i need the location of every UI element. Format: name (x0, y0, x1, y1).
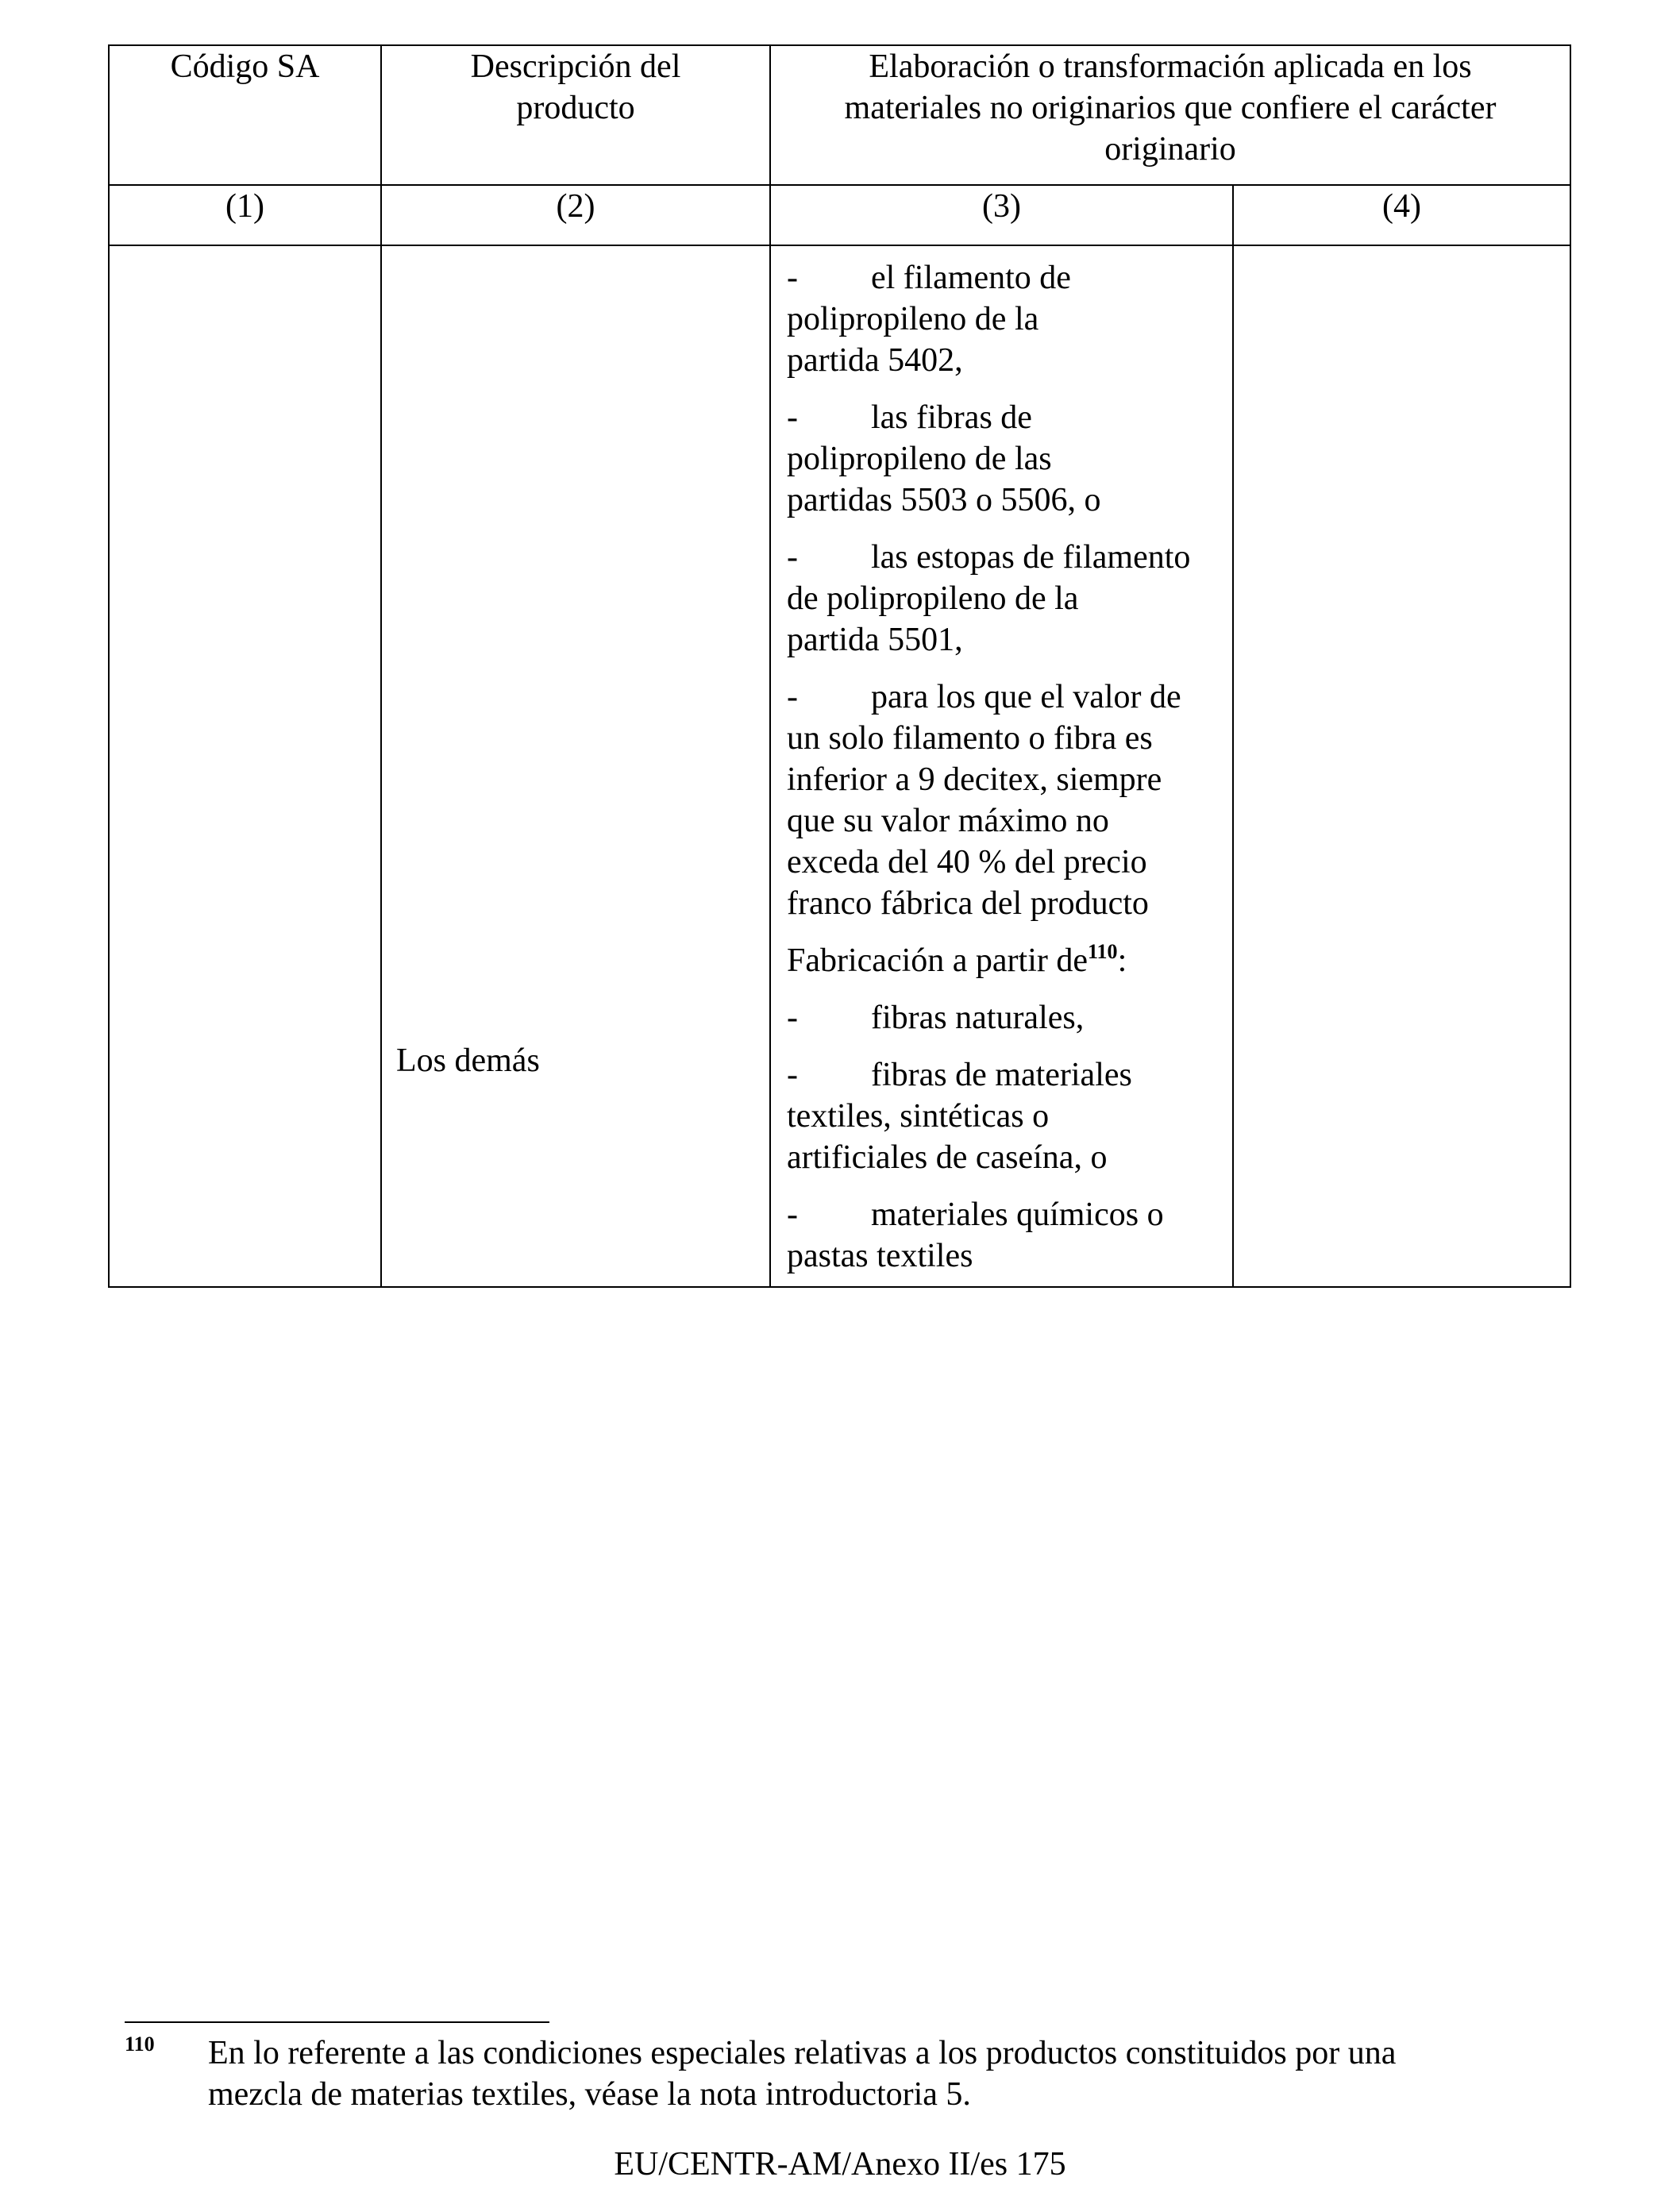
page-identifier: EU/CENTR-AM/Anexo II/es 175 (614, 2146, 1066, 2183)
list-item-line: textiles, sintéticas o (787, 1098, 1050, 1135)
header-col3-line: originario (1104, 131, 1236, 168)
footnote-text (208, 2033, 1554, 2115)
footnote-line: mezcla de materias textiles, véase la nota introductoria 5. (208, 2076, 971, 2113)
list-item-line: fibras naturales, (871, 1000, 1085, 1036)
column-number-4: (4) (1233, 185, 1570, 245)
list-item-line: un solo filamento o fibra es (787, 720, 1153, 757)
header-hs-code: Código SA (109, 45, 381, 185)
list-item-line: para los que el valor de (871, 679, 1181, 715)
list-item-line: pastas textiles (787, 1238, 973, 1274)
column-number-row (109, 185, 1570, 245)
dash-marker: - (787, 679, 798, 715)
cell-processing (770, 245, 1233, 1287)
list-item-line: fibras de materiales (871, 1057, 1132, 1093)
list-item (787, 676, 1218, 924)
fabrication-intro: Fabricación a partir de$^{110}$: (787, 940, 1127, 979)
dash-marker: - (787, 260, 798, 296)
list-item-line: las fibras de (871, 399, 1032, 436)
list-item-line: que su valor máximo no (787, 803, 1109, 839)
table-row (109, 245, 1570, 1287)
rules-of-origin-table (108, 44, 1571, 1288)
list-item-line: polipropileno de la (787, 301, 1039, 337)
cell-column-4 (1233, 245, 1570, 1287)
footnote-line: En lo referente a las condiciones especiales relativas a los productos constituidos por una (208, 2035, 1397, 2071)
list-item-line: materiales químicos o (871, 1196, 1164, 1233)
header-working-processing (770, 45, 1570, 185)
dash-marker: - (787, 539, 798, 576)
list-item-line: de polipropileno de la (787, 580, 1079, 617)
list-item-line: partida 5402, (787, 342, 963, 379)
column-number-1: (1) (109, 185, 381, 245)
header-col2-line: producto (516, 90, 635, 126)
cell-hs-code (109, 245, 381, 1287)
list-item-line: inferior a 9 decitex, siempre (787, 761, 1162, 798)
dash-marker: - (787, 1196, 798, 1233)
list-item (787, 1194, 1218, 1277)
list-item (787, 537, 1218, 661)
list-item-line: polipropileno de las (787, 441, 1052, 477)
header-col3-line: materiales no originarios que confiere el carácter (844, 90, 1497, 126)
list-item-line: exceda del 40 % del precio (787, 844, 1147, 880)
column-number-2: (2) (381, 185, 770, 245)
list-item (787, 1054, 1218, 1178)
header-col2-line: Descripción del (470, 48, 681, 85)
list-item-line: el filamento de (871, 260, 1071, 296)
dash-marker: - (787, 1057, 798, 1093)
dash-marker: - (787, 399, 798, 436)
footnote-number: 110 (125, 2033, 155, 2056)
list-item (787, 257, 1218, 381)
list-item-line: partidas 5503 o 5506, o (787, 482, 1101, 518)
header-col3-line: Elaboración o transformación aplicada en los (869, 48, 1472, 85)
footnote-reference[interactable]: 110 (1087, 940, 1118, 963)
column-number-3: (3) (770, 185, 1233, 245)
list-item-line: franco fábrica del producto (787, 885, 1149, 922)
list-item (787, 997, 1218, 1038)
footnote (125, 2033, 1554, 2115)
list-item-line: partida 5501, (787, 622, 963, 658)
dash-marker: - (787, 1000, 798, 1036)
list-item-line: las estopas de filamento (871, 539, 1191, 576)
list-item (787, 397, 1218, 521)
cell-description (381, 245, 770, 1287)
description-text: Los demás (396, 1042, 540, 1079)
table-header-row (109, 45, 1570, 185)
header-product-description (381, 45, 770, 185)
footnote-separator (125, 2021, 549, 2023)
list-item-line: artificiales de caseína, o (787, 1139, 1108, 1176)
